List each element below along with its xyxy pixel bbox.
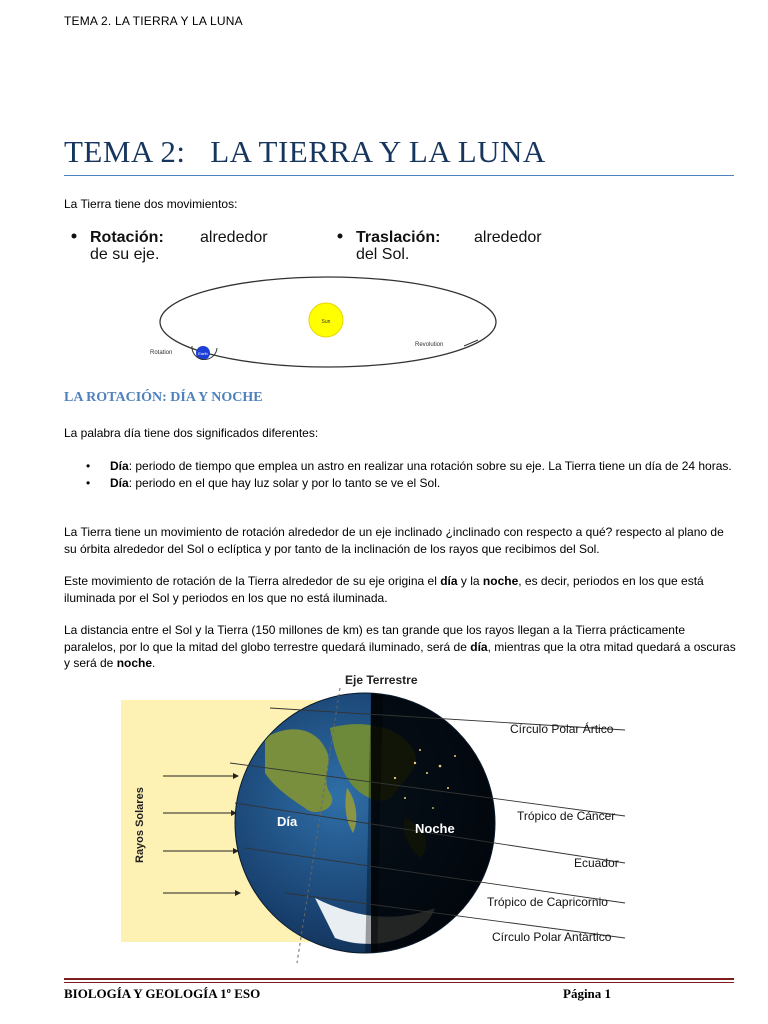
rotation-desc-1: alrededor	[200, 229, 268, 246]
footer-page-number: Página 1	[563, 986, 612, 1001]
bullet-text: : periodo de tiempo que emplea un astro en realizar una rotación sobre su eje. La Tierra tiene un día de 24 horas.	[128, 459, 732, 473]
earth-day-night-figure	[115, 668, 645, 970]
day-label: Día	[277, 814, 298, 829]
list-item	[86, 458, 736, 475]
tropic-capricorn-label: Trópico de Capricornio	[487, 895, 608, 909]
axis-label: Eje Terrestre	[345, 673, 418, 687]
intro-paragraph: La Tierra tiene dos movimientos:	[64, 197, 238, 211]
title-underline	[64, 175, 734, 176]
revolution-label: Revolution	[415, 342, 444, 348]
term-noche: noche	[482, 574, 519, 588]
text-run: La distancia entre el Sol y la Tierra (150 millones de km) es tan grande que los rayos llegan a la Tierra prácticamente paralelos, por lo que la mitad del globo terrestre quedará iluminado, será de	[64, 623, 685, 654]
antarctic-circle-label: Círculo Polar Antártico	[492, 930, 612, 944]
term-dia: día	[440, 574, 458, 588]
translation-desc-1: alrededor	[474, 229, 542, 246]
term-dia: día	[470, 639, 488, 654]
rotation-term: Rotación:	[90, 229, 164, 246]
bullet-list	[86, 458, 736, 491]
running-header: TEMA 2. LA TIERRA Y LA LUNA	[64, 14, 243, 28]
paragraph-sun-distance	[64, 622, 736, 672]
sun-label: Sun	[321, 319, 331, 325]
section-heading: LA ROTACIÓN: DÍA Y NOCHE	[64, 390, 263, 405]
paragraph-day-night	[64, 573, 736, 606]
translation-desc-2: del Sol.	[356, 246, 410, 263]
rotation-label: Rotation	[150, 350, 173, 356]
paragraph-inclined-axis: La Tierra tiene un movimiento de rotación alrededor de un eje inclinado ¿inclinado con respecto a qué? respecto al plano de su órbita alrededor del Sol o eclíptica y por tanto de la inclinación de los rayos que recibimos del Sol.	[64, 525, 724, 556]
bullet-text: : periodo en el que hay luz solar y por lo tanto se ve el Sol.	[128, 475, 441, 490]
text-run: .	[152, 656, 156, 670]
page-title: TEMA 2: LA TIERRA Y LA LUNA	[64, 134, 546, 169]
text-run: , mientras que la otra mitad quedará a oscuras y será de	[64, 639, 736, 670]
footer-subject: BIOLOGÍA Y GEOLOGÍA 1º ESO	[64, 986, 261, 1001]
bullet-term: Día	[110, 459, 129, 473]
bullet-dot: •	[86, 459, 91, 473]
earth-label: Earth	[198, 351, 208, 356]
earth-movements-figure	[60, 222, 620, 372]
text-run: Este movimiento de rotación de la Tierra alrededor de su eje origina el	[64, 574, 441, 588]
paragraph-day-meanings: La palabra día tiene dos significados diferentes:	[64, 426, 319, 440]
rays-label: Rayos Solares	[134, 787, 146, 863]
list-item	[86, 475, 736, 492]
night-label: Noche	[415, 821, 455, 836]
term-noche: noche	[116, 656, 153, 670]
bullet-dot	[338, 234, 343, 239]
footer-rule	[64, 978, 734, 980]
text-run: y la	[457, 574, 483, 588]
translation-term: Traslación:	[356, 229, 441, 246]
bullet-dot	[72, 234, 77, 239]
equator-label: Ecuador	[574, 856, 619, 870]
bullet-dot: •	[86, 475, 91, 490]
text-run: , es decir, periodos en los que está iluminada por el Sol y periodos en los que no está iluminada.	[64, 574, 704, 605]
footer-rule	[64, 982, 734, 983]
bullet-term: Día	[110, 475, 129, 490]
tropic-cancer-label: Trópico de Cáncer	[517, 809, 616, 823]
arctic-circle-label: Círculo Polar Ártico	[510, 722, 614, 736]
rotation-desc-2: de su eje.	[90, 246, 160, 263]
